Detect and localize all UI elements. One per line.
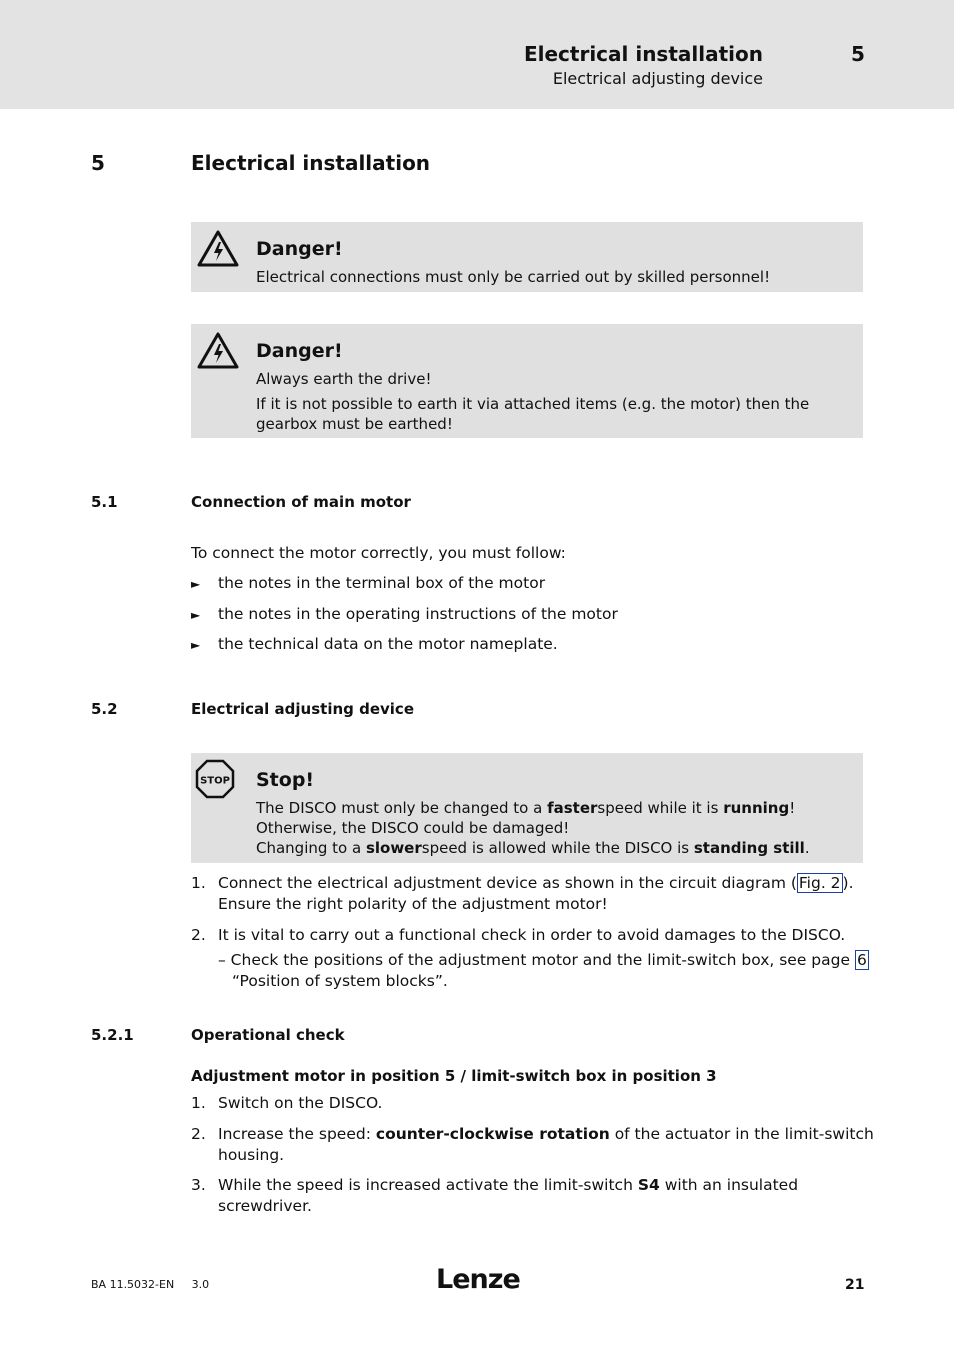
step-text: While the speed is increased activate the limit-switch S4 with an insulated	[218, 1176, 799, 1194]
stop-text-line3: Changing to a slowerspeed is allowed while the DISCO is standing still.	[256, 839, 810, 857]
danger-notice-1	[191, 222, 863, 292]
electric-hazard-icon	[196, 331, 240, 375]
step-number: 1.	[191, 874, 206, 892]
list-item: the notes in the terminal box of the motor	[218, 574, 546, 592]
subsection-number: 5.2	[91, 700, 118, 718]
header-subtitle: Electrical adjusting device	[552, 69, 763, 88]
danger-title: Danger!	[256, 340, 343, 362]
subsection-title: Connection of main motor	[191, 493, 411, 511]
page-number: 21	[845, 1277, 865, 1293]
step-number: 2.	[191, 1125, 206, 1143]
list-item: the technical data on the motor nameplate.	[218, 635, 558, 653]
step-subtext: – Check the positions of the adjustment motor and the limit-switch box, see page 6	[218, 951, 867, 969]
header-title: Electrical installation	[523, 42, 763, 66]
step-text-line2: screwdriver.	[218, 1197, 312, 1215]
section-title: Electrical installation	[191, 151, 431, 175]
subsection-title: Electrical adjusting device	[191, 700, 414, 718]
danger-text-line1: Always earth the drive!	[256, 370, 432, 388]
page-header	[0, 0, 954, 109]
stop-notice	[191, 753, 863, 863]
step-subtext-line2: “Position of system blocks”.	[232, 972, 448, 990]
stop-text-line1: The DISCO must only be changed to a fasterspeed while it is running!	[256, 799, 796, 817]
header-chapter-number: 5	[851, 42, 865, 66]
step-text: It is vital to carry out a functional check in order to avoid damages to the DISCO.	[218, 926, 846, 944]
section-number: 5	[91, 151, 105, 175]
stop-title: Stop!	[256, 769, 315, 791]
step-text: Switch on the DISCO.	[218, 1094, 383, 1112]
bullet-marker: ►	[191, 608, 201, 622]
danger-text-line3: gearbox must be earthed!	[256, 415, 453, 433]
subheading: Adjustment motor in position 5 / limit-switch box in position 3	[191, 1067, 717, 1085]
step-text: Increase the speed: counter-clockwise rotation of the actuator in the limit-switch	[218, 1125, 874, 1143]
step-number: 1.	[191, 1094, 206, 1112]
danger-text: Electrical connections must only be carried out by skilled personnel!	[256, 268, 771, 286]
subsubsection-number: 5.2.1	[91, 1026, 134, 1044]
subsubsection-title: Operational check	[191, 1026, 345, 1044]
lenze-logo: Lenze	[436, 1264, 520, 1295]
page-link[interactable]: 6	[856, 951, 867, 969]
list-item: the notes in the operating instructions of the motor	[218, 605, 618, 623]
stop-sign-icon	[195, 759, 235, 803]
intro-text: To connect the motor correctly, you must follow:	[191, 544, 566, 562]
subsection-number: 5.1	[91, 493, 118, 511]
step-number: 3.	[191, 1176, 206, 1194]
electric-hazard-icon	[196, 229, 240, 273]
stop-text-line2: Otherwise, the DISCO could be damaged!	[256, 819, 570, 837]
danger-notice-2	[191, 324, 863, 438]
figure-link[interactable]: Fig. 2	[798, 874, 841, 892]
step-text-line2: housing.	[218, 1146, 285, 1164]
step-text-line2: Ensure the right polarity of the adjustment motor!	[218, 895, 608, 913]
danger-text-line2: If it is not possible to earth it via attached items (e.g. the motor) then the	[256, 395, 810, 413]
bullet-marker: ►	[191, 577, 201, 591]
step-number: 2.	[191, 926, 206, 944]
danger-title: Danger!	[256, 238, 343, 260]
document-code: BA 11.5032-EN 3.0	[91, 1278, 210, 1291]
step-text: Connect the electrical adjustment device as shown in the circuit diagram ( Fig. 2 ).	[218, 874, 854, 892]
stop-icon-text: STOP	[200, 775, 230, 787]
bullet-marker: ►	[191, 638, 201, 652]
